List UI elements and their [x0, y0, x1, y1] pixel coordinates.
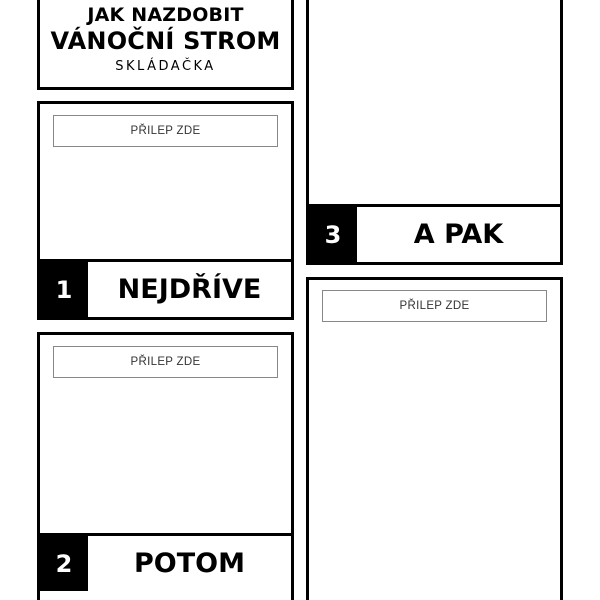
step-number-2: 2 [40, 536, 88, 591]
step-label-bar-1 [40, 259, 291, 317]
paste-here-label: PŘILEP ZDE [130, 125, 201, 137]
title-box [37, 0, 294, 90]
step-number-3: 3 [309, 207, 357, 262]
title-line-1: JAK NAZDOBIT [87, 4, 244, 26]
title-subtitle: SKLÁDAČKA [115, 59, 216, 74]
step-label-bar-3 [309, 204, 560, 262]
step-label-3: A PAK [413, 219, 504, 250]
step-box-3 [306, 0, 563, 265]
title-line-2: VÁNOČNÍ STROM [50, 27, 281, 55]
step-label-1: NEJDŘÍVE [117, 274, 262, 305]
step-label-2: POTOM [134, 548, 245, 579]
paste-here-area-1[interactable] [53, 115, 278, 147]
step-box-2 [37, 332, 294, 600]
step-box-1 [37, 101, 294, 320]
step-label-bar-2 [40, 533, 291, 591]
paste-here-label: PŘILEP ZDE [399, 300, 470, 312]
paste-here-area-2[interactable] [53, 346, 278, 378]
step-box-4 [306, 277, 563, 600]
step-number-1: 1 [40, 262, 88, 317]
paste-here-area-4[interactable] [322, 290, 547, 322]
paste-here-label: PŘILEP ZDE [130, 356, 201, 368]
